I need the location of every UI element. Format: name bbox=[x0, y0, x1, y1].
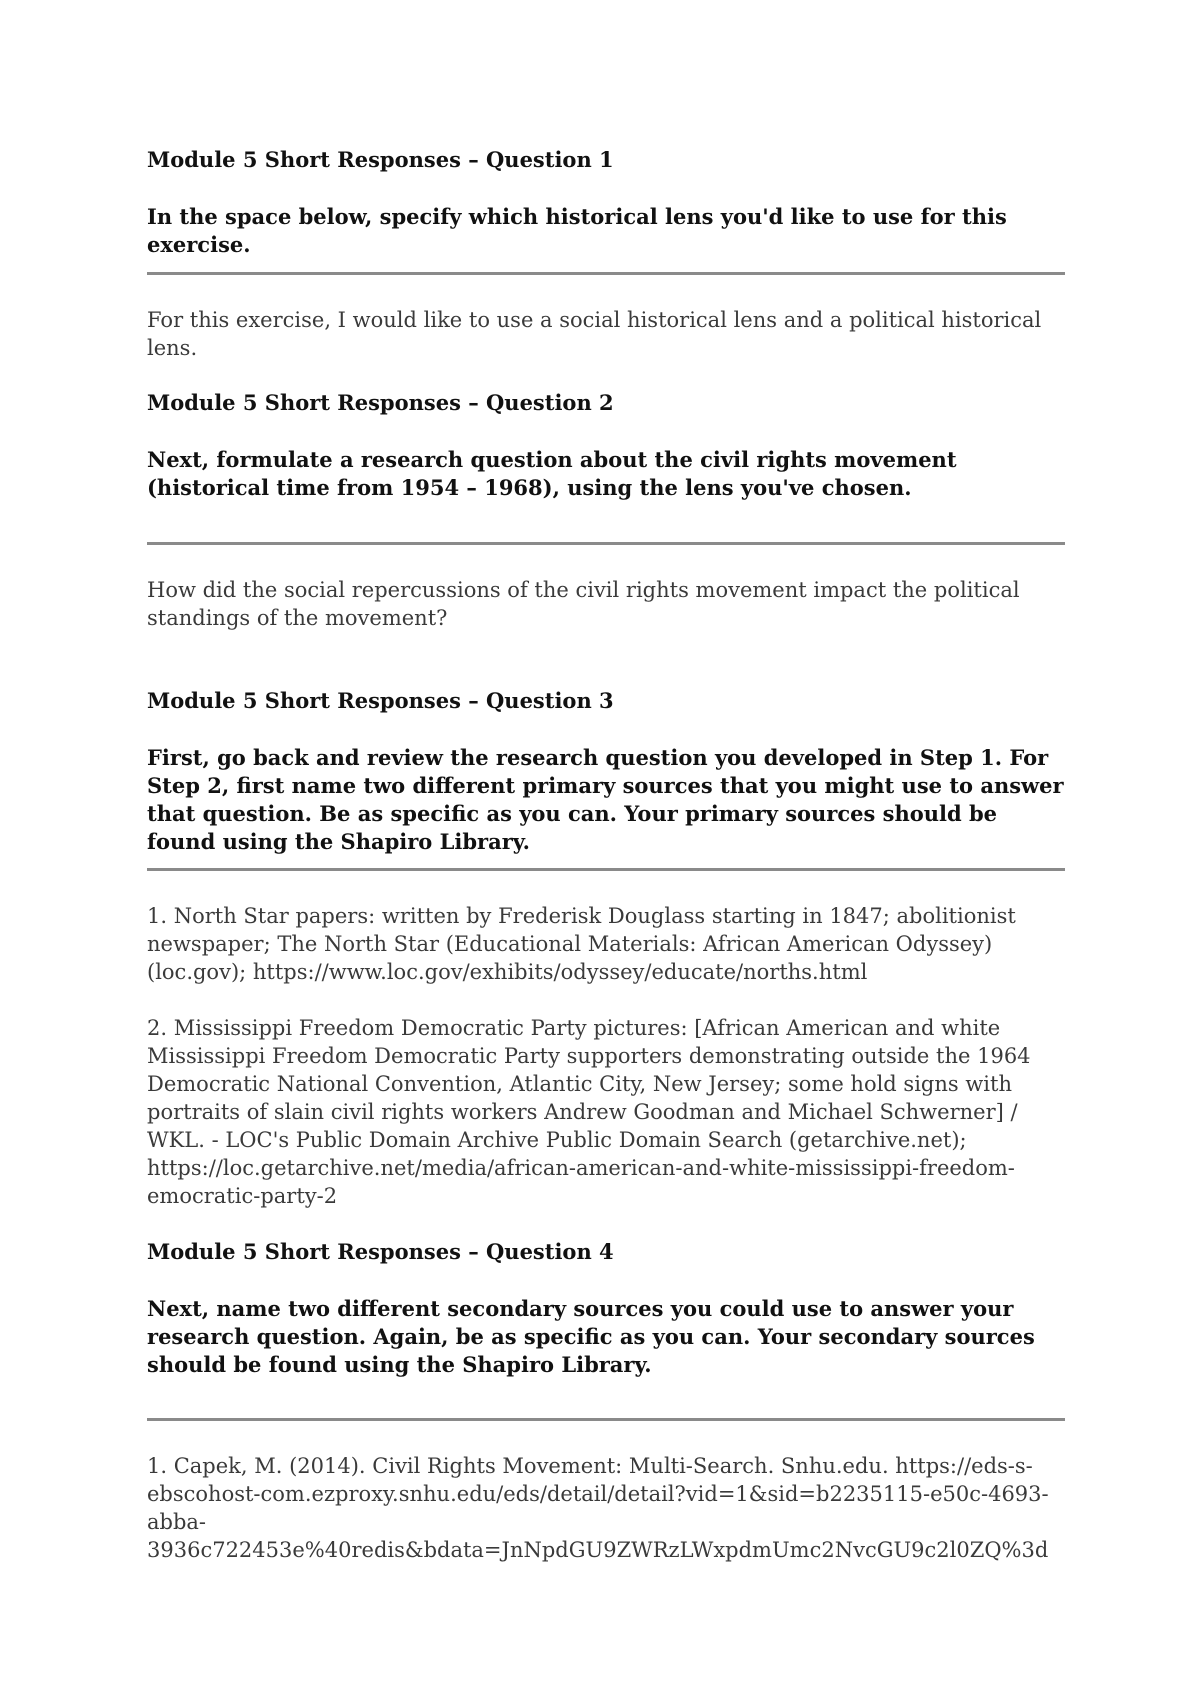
question-1-prompt-block bbox=[147, 203, 1065, 259]
question-2-answer-block bbox=[147, 576, 1065, 632]
question-2-prompt-block bbox=[147, 446, 1065, 502]
question-3-heading: Module 5 Short Responses – Question 3 bbox=[147, 688, 614, 713]
question-3-rule-block bbox=[147, 868, 1065, 871]
question-1-section bbox=[147, 146, 1065, 174]
question-4-heading: Module 5 Short Responses – Question 4 bbox=[147, 1239, 614, 1264]
question-2-rule-block bbox=[147, 542, 1065, 545]
question-2-heading: Module 5 Short Responses – Question 2 bbox=[147, 390, 614, 415]
divider-rule bbox=[147, 868, 1065, 871]
question-4-section bbox=[147, 1238, 1065, 1266]
question-4-prompt-block bbox=[147, 1295, 1065, 1379]
question-3-answer-1: 1. North Star papers: written by Frederisk Douglass starting in 1847; abolitionist newspaper; The North Star (Educational Materials: African American Odyssey) (loc.gov); https://www.loc.gov/exhibits/odyssey/educate/norths.html bbox=[147, 904, 1016, 984]
question-1-heading: Module 5 Short Responses – Question 1 bbox=[147, 147, 614, 172]
question-3-answer-block-2 bbox=[147, 1014, 1065, 1210]
question-1-answer-1: For this exercise, I would like to use a social historical lens and a political historical lens. bbox=[147, 308, 1042, 360]
question-4-rule-block bbox=[147, 1418, 1065, 1421]
question-3-section bbox=[147, 687, 1065, 715]
question-1-prompt: In the space below, specify which historical lens you'd like to use for this exercise. bbox=[147, 204, 1007, 257]
question-4-answer-1: 1. Capek, M. (2014). Civil Rights Movement: Multi-Search. Snhu.edu. https://eds-s-ebscohost-com.ezproxy.snhu.edu/eds/detail/detail?vid=1&sid=b2235115-e50c-4693-abba-3936c722453e%40redis&bdata=JnNpdGU9ZWRzLWxpdmUmc2NvcGU9c2l0ZQ%3d bbox=[147, 1454, 1049, 1562]
divider-rule bbox=[147, 272, 1065, 275]
question-2-prompt: Next, formulate a research question about the civil rights movement (historical time from 1954 – 1968), using the lens you've chosen. bbox=[147, 447, 957, 500]
question-2-answer-1: How did the social repercussions of the civil rights movement impact the political standings of the movement? bbox=[147, 578, 1020, 630]
question-1-answer-block bbox=[147, 306, 1065, 362]
question-2-section bbox=[147, 389, 1065, 417]
question-4-prompt: Next, name two different secondary sources you could use to answer your research question. Again, be as specific as you can. Your secondary sources should be found using the Shapiro Library. bbox=[147, 1296, 1035, 1377]
question-1-rule-block bbox=[147, 272, 1065, 275]
question-4-answer-block bbox=[147, 1452, 1065, 1564]
divider-rule bbox=[147, 542, 1065, 545]
divider-rule bbox=[147, 1418, 1065, 1421]
question-3-prompt-block bbox=[147, 744, 1065, 856]
question-3-answer-block-1 bbox=[147, 902, 1065, 986]
question-3-prompt: First, go back and review the research question you developed in Step 1. For Step 2, first name two different primary sources that you might use to answer that question. Be as specific as you can. Your primary sources should be found using the Shapiro Library. bbox=[147, 745, 1064, 854]
question-3-answer-2: 2. Mississippi Freedom Democratic Party pictures: [African American and white Mississippi Freedom Democratic Party supporters demonstrating outside the 1964 Democratic National Convention, Atlantic City, New Jersey; some hold signs with portraits of slain civil rights workers Andrew Goodman and Michael Schwerner] / WKL. - LOC's Public Domain Archive Public Domain Search (getarchive.net); https://loc.getarchive.net/media/african-american-and-white-mississippi-freedom-emocratic-party-2 bbox=[147, 1016, 1031, 1208]
